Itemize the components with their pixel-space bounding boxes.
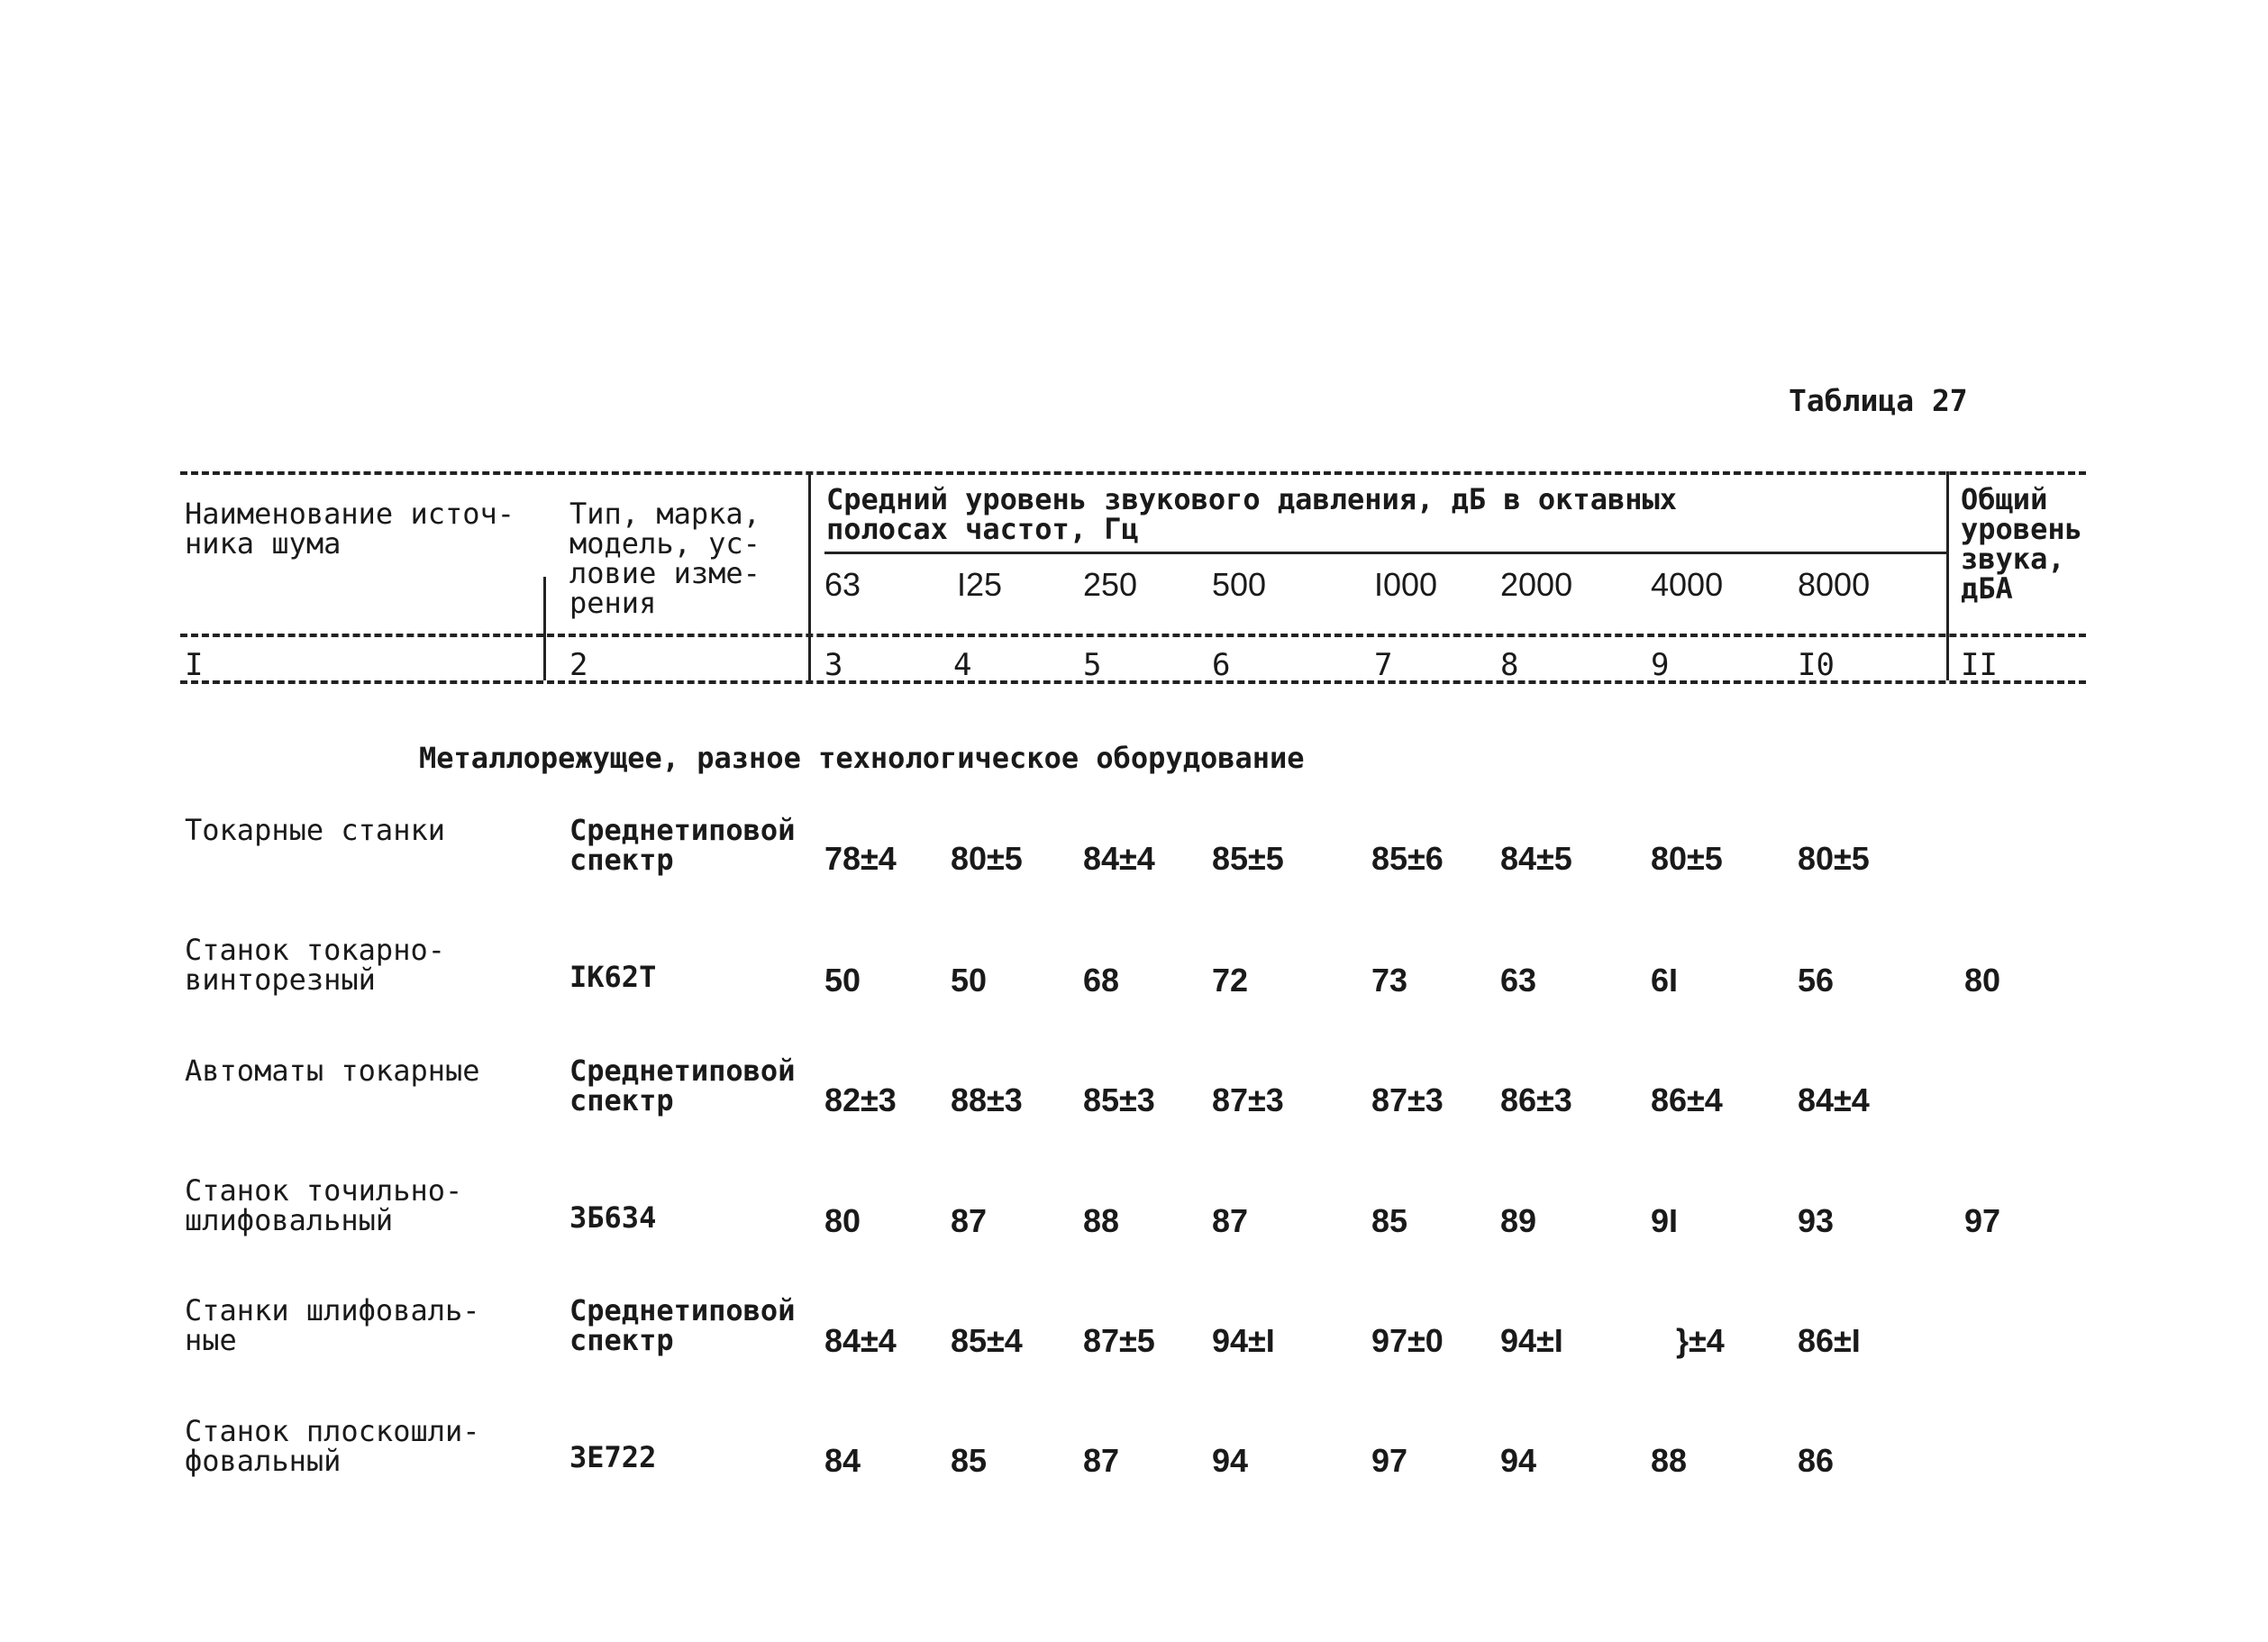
col-number-11: II <box>1961 647 1998 683</box>
table-title: Таблица 27 <box>1789 383 1968 418</box>
row-4-value-4000: 9I <box>1651 1202 1679 1239</box>
col-number-5: 5 <box>1083 647 1102 683</box>
header-source-name: Наименование источ- ника шума <box>185 497 515 561</box>
row-1-value-500: 85±5 <box>1212 840 1284 877</box>
header-type: Тип, марка, модель, ус- ловие изме- рения <box>569 497 761 620</box>
row-1-value-63: 78±4 <box>824 840 897 877</box>
row-1-value-1000: 85±6 <box>1371 840 1444 877</box>
row-3-value-2000: 86±3 <box>1500 1081 1572 1118</box>
col-number-8: 8 <box>1500 647 1519 683</box>
col-number-6: 6 <box>1212 647 1231 683</box>
row-2-name: Станок токарно- винторезный <box>185 933 445 997</box>
row-3-value-500: 87±3 <box>1212 1081 1284 1118</box>
divider-col2 <box>808 471 811 680</box>
row-3-value-63: 82±3 <box>824 1081 897 1118</box>
col-number-4: 4 <box>953 647 972 683</box>
header-total-level: Общий уровень звука, дБА <box>1961 482 2082 606</box>
row-2-value-2000: 63 <box>1500 962 1537 999</box>
row-6-value-63: 84 <box>824 1442 861 1479</box>
row-1-value-2000: 84±5 <box>1500 840 1572 877</box>
row-3-value-1000: 87±3 <box>1371 1081 1444 1118</box>
row-2-type: IК62Т <box>569 960 657 994</box>
row-1-value-250: 84±4 <box>1083 840 1155 877</box>
row-2-value-63: 50 <box>824 962 861 999</box>
row-5-type: Среднетиповой спектр <box>569 1293 796 1357</box>
row-2-total: 80 <box>1964 962 2001 999</box>
freq-125: I25 <box>957 566 1003 603</box>
group-underline <box>824 552 1946 554</box>
row-2-value-4000: 6I <box>1651 962 1679 999</box>
row-5-value-500: 94±I <box>1212 1322 1275 1359</box>
row-5-value-63: 84±4 <box>824 1322 897 1359</box>
row-5-value-4000: }±4 <box>1676 1322 1725 1359</box>
row-4-value-8000: 93 <box>1798 1202 1835 1239</box>
row-4-type: 3Б634 <box>569 1200 657 1235</box>
freq-63: 63 <box>824 566 861 603</box>
row-4-value-250: 88 <box>1083 1202 1120 1239</box>
col-number-3: 3 <box>824 647 843 683</box>
row-1-type: Среднетиповой спектр <box>569 813 796 877</box>
row-4-name: Станок точильно- шлифовальный <box>185 1173 463 1237</box>
freq-250: 250 <box>1083 566 1138 603</box>
row-1-value-4000: 80±5 <box>1651 840 1723 877</box>
row-3-value-250: 85±3 <box>1083 1081 1155 1118</box>
row-6-value-125: 85 <box>951 1442 988 1479</box>
row-6-value-250: 87 <box>1083 1442 1120 1479</box>
row-3-type: Среднетиповой спектр <box>569 1054 796 1117</box>
section-title: Металлорежущее, разное технологическое оборудование <box>419 741 1305 775</box>
row-2-value-250: 68 <box>1083 962 1120 999</box>
header-top-rule <box>180 471 2086 475</box>
row-6-name: Станок плоскошли- фовальный <box>185 1414 480 1478</box>
freq-1000: I000 <box>1374 566 1438 603</box>
row-1-value-125: 80±5 <box>951 840 1023 877</box>
row-5-value-2000: 94±I <box>1500 1322 1563 1359</box>
col-number-2: 2 <box>569 647 588 683</box>
col-number-1: I <box>185 647 204 683</box>
row-2-value-1000: 73 <box>1371 962 1408 999</box>
freq-500: 500 <box>1212 566 1267 603</box>
freq-8000: 8000 <box>1798 566 1871 603</box>
row-5-value-125: 85±4 <box>951 1322 1023 1359</box>
row-1-name: Токарные станки <box>185 813 445 847</box>
col-number-9: 9 <box>1651 647 1670 683</box>
divider-col10 <box>1946 471 1949 680</box>
row-6-type: 3Е722 <box>569 1440 657 1474</box>
row-4-total: 97 <box>1964 1202 2001 1239</box>
row-4-value-2000: 89 <box>1500 1202 1537 1239</box>
header-bottom-rule <box>180 634 2086 637</box>
row-3-value-125: 88±3 <box>951 1081 1023 1118</box>
header-group-label: Средний уровень звукового давления, дБ в октавных полосах частот, Гц <box>826 482 1678 546</box>
row-1-value-8000: 80±5 <box>1798 840 1870 877</box>
row-5-value-8000: 86±I <box>1798 1322 1861 1359</box>
row-4-value-1000: 85 <box>1371 1202 1408 1239</box>
row-6-value-500: 94 <box>1212 1442 1249 1479</box>
row-6-value-1000: 97 <box>1371 1442 1408 1479</box>
col-number-10: I0 <box>1798 647 1835 683</box>
row-4-value-125: 87 <box>951 1202 988 1239</box>
divider-col1 <box>543 577 546 680</box>
freq-2000: 2000 <box>1500 566 1573 603</box>
row-5-value-1000: 97±0 <box>1371 1322 1444 1359</box>
row-3-value-8000: 84±4 <box>1798 1081 1870 1118</box>
row-4-value-63: 80 <box>824 1202 861 1239</box>
row-4-value-500: 87 <box>1212 1202 1249 1239</box>
row-3-name: Автоматы токарные <box>185 1054 480 1088</box>
row-2-value-8000: 56 <box>1798 962 1835 999</box>
row-2-value-125: 50 <box>951 962 988 999</box>
row-3-value-4000: 86±4 <box>1651 1081 1723 1118</box>
col-number-7: 7 <box>1374 647 1393 683</box>
row-5-value-250: 87±5 <box>1083 1322 1155 1359</box>
row-6-value-2000: 94 <box>1500 1442 1537 1479</box>
row-6-value-4000: 88 <box>1651 1442 1688 1479</box>
freq-4000: 4000 <box>1651 566 1724 603</box>
row-6-value-8000: 86 <box>1798 1442 1835 1479</box>
row-5-name: Станки шлифоваль- ные <box>185 1293 480 1357</box>
row-2-value-500: 72 <box>1212 962 1249 999</box>
